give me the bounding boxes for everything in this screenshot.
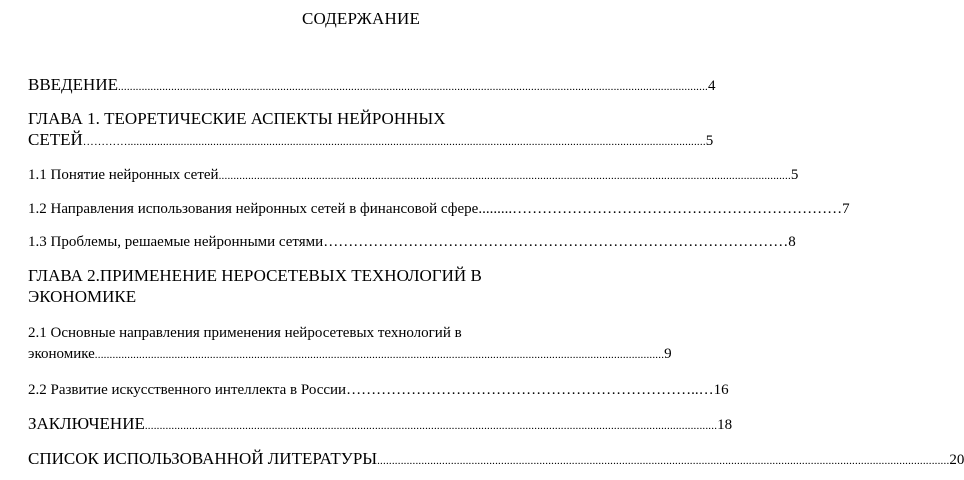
toc-entry-bibliography — [28, 448, 964, 472]
toc-entry-text: 1.3 Проблемы, решаемые нейронными сетями — [28, 234, 324, 250]
toc-entry-text: ЗАКЛЮЧЕНИЕ — [28, 414, 145, 433]
toc-entry-text: 2.2 Развитие искусственного интеллекта в России — [28, 382, 347, 398]
toc-entry-text: 1.1 Понятие нейронных сетей — [28, 167, 219, 183]
toc-leader-dots: ................................................................................................................................................................................................. — [94, 349, 665, 361]
toc-entry-text-continued: ЭКОНОМИКЕ — [28, 287, 137, 306]
toc-entry-conclusion — [28, 413, 733, 437]
toc-entry-text-continued: экономике — [28, 346, 95, 362]
toc-leader-dots: .................................................................................................................................................................................................. — [218, 170, 791, 182]
toc-page-number: 5 — [705, 133, 714, 149]
toc-page-number: 16 — [713, 382, 729, 398]
toc-entry-chapter-1 — [28, 108, 714, 153]
toc-entry-text: СПИСОК ИСПОЛЬЗОВАННОЙ ЛИТЕРАТУРЫ — [28, 449, 378, 468]
toc-entry-text: ГЛАВА 1. ТЕОРЕТИЧЕСКИЕ АСПЕКТЫ НЕЙРОННЫХ — [28, 109, 446, 128]
toc-leader-dots: ……………………………………………………………..… — [346, 382, 714, 398]
toc-page-number: 5 — [790, 167, 799, 183]
toc-page-number: 9 — [664, 346, 672, 362]
toc-entry-text: 1.2 Направления использования нейронных сетей в финансовой сфере — [28, 201, 479, 217]
toc-entry-2-1 — [28, 323, 672, 366]
toc-entry-text-continued: СЕТЕЙ — [28, 130, 83, 149]
toc-entry-text: 2.1 Основные направления применения нейросетевых технологий в — [28, 325, 462, 341]
toc-leader-dots: .................................................................................................................................................................................................. — [144, 420, 718, 432]
toc-leader-dots: .........………………………………………………………… — [478, 201, 843, 217]
toc-entry-chapter-2 — [28, 265, 644, 307]
toc-page-number: 4 — [707, 78, 716, 94]
toc-page-number: 20 — [949, 452, 964, 468]
toc-entry-1-3 — [28, 232, 796, 253]
toc-entry-2-2 — [28, 380, 729, 401]
toc-title: СОДЕРЖАНИЕ — [301, 9, 421, 28]
toc-entry-introduction — [28, 74, 716, 98]
toc-entry-1-1 — [28, 165, 799, 187]
toc-leader-dots: ........................................................................................................................................................................................................ — [117, 81, 708, 93]
toc-entry-1-2 — [28, 199, 850, 220]
toc-leader-dots: .................................................................................................................................................................................................. — [377, 455, 950, 467]
toc-leader-dots: ………….................................................................................................................................................................................................... — [82, 136, 706, 148]
toc-page-number: 7 — [842, 201, 850, 217]
toc-entry-text: ВВЕДЕНИЕ — [28, 75, 118, 94]
toc-entry-text: ГЛАВА 2.ПРИМЕНЕНИЕ НЕРОСЕТЕВЫХ ТЕХНОЛОГИЙ В — [28, 266, 482, 285]
toc-page-number: 18 — [717, 417, 733, 433]
toc-page-number: 8 — [788, 234, 796, 250]
toc-leader-dots: ………………………………………………………………………………… — [323, 234, 789, 250]
